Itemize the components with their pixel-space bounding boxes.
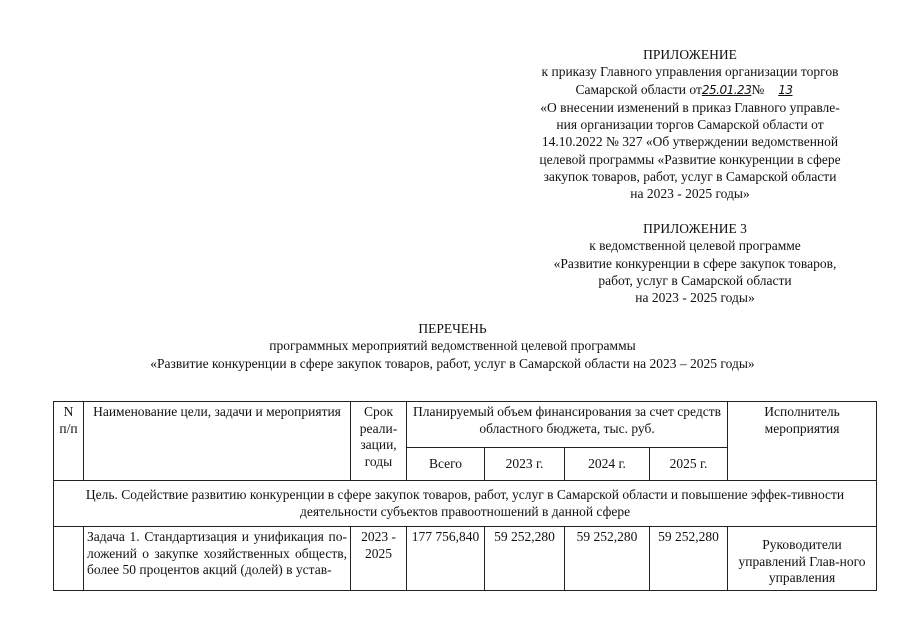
task-term: 2023 - 2025 xyxy=(351,527,407,591)
appendix-line: ния организации торгов Самарской области от xyxy=(556,117,824,133)
task-executor: Руководители управлений Глав-ного управления xyxy=(728,527,877,591)
appendix-line: закупок товаров, работ, услуг в Самарской области xyxy=(543,169,837,185)
appendix-line-prefix: Самарской области от xyxy=(575,81,702,97)
goal-row xyxy=(54,481,877,527)
task-2025: 59 252,280 xyxy=(650,527,728,591)
task-2023: 59 252,280 xyxy=(485,527,565,591)
appendix3-line: «Развитие конкуренции в сфере закупок товаров, xyxy=(553,255,837,271)
order-number-label: № xyxy=(751,81,765,97)
appendix-order-date-line xyxy=(486,81,894,99)
table-header-row xyxy=(54,402,877,448)
goal-text: Цель. Содействие развитию конкуренции в сфере закупок товаров, работ, услуг в Самарской области и повышение эффек-тивности деятельности субъектов правоотношений в данной сфере xyxy=(54,481,877,527)
handwritten-date: 25.01.23 xyxy=(701,82,752,97)
appendix3-line: на 2023 - 2025 годы» xyxy=(635,290,755,306)
table-row xyxy=(54,527,877,591)
header-year-2025: 2025 г. xyxy=(650,448,728,481)
appendix-line: на 2023 - 2025 годы» xyxy=(630,186,750,202)
program-name: «Развитие конкуренции в сфере закупок товаров, работ, услуг в Самарской области на 2023 – 2025 годы» xyxy=(150,355,755,371)
header-year-2023: 2023 г. xyxy=(485,448,565,481)
appendix3-title: ПРИЛОЖЕНИЕ 3 xyxy=(643,221,747,236)
list-subtitle: программных мероприятий ведомственной целевой программы xyxy=(269,338,636,354)
appendix-title: ПРИЛОЖЕНИЕ xyxy=(643,47,737,62)
task-name: Задача 1. Стандартизация и унификация по-ложений о закупке хозяйственных обществ, более 50 процентов акций (долей) в устав- xyxy=(84,527,351,591)
header-term: Срок реали-зации, годы xyxy=(351,402,407,481)
appendix-line: 14.10.2022 № 327 «Об утверждении ведомственной xyxy=(541,134,839,150)
task-total: 177 756,840 xyxy=(407,527,485,591)
appendix-block xyxy=(486,46,894,203)
task-number xyxy=(54,527,84,591)
header-executor: Исполнитель мероприятия xyxy=(728,402,877,481)
header-name: Наименование цели, задачи и мероприятия xyxy=(84,402,351,481)
header-year-2024: 2024 г. xyxy=(565,448,650,481)
appendix-line: к приказу Главного управления организации торгов xyxy=(541,64,839,80)
appendix3-line: к ведомственной целевой программе xyxy=(589,238,801,254)
appendix3-block xyxy=(500,220,890,306)
task-2024: 59 252,280 xyxy=(565,527,650,591)
list-title: ПЕРЕЧЕНЬ xyxy=(418,321,487,336)
appendix-line: «О внесении изменений в приказ Главного управле- xyxy=(540,99,840,115)
list-heading xyxy=(40,320,865,372)
header-number: N п/п xyxy=(54,402,84,481)
header-total: Всего xyxy=(407,448,485,481)
appendix-line: целевой программы «Развитие конкуренции в сфере xyxy=(539,151,841,167)
header-funding: Планируемый объем финансирования за счет средств областного бюджета, тыс. руб. xyxy=(407,402,728,448)
program-measures-table xyxy=(53,401,877,591)
appendix3-line: работ, услуг в Самарской области xyxy=(598,272,792,288)
handwritten-order-number: 13 xyxy=(778,82,793,97)
